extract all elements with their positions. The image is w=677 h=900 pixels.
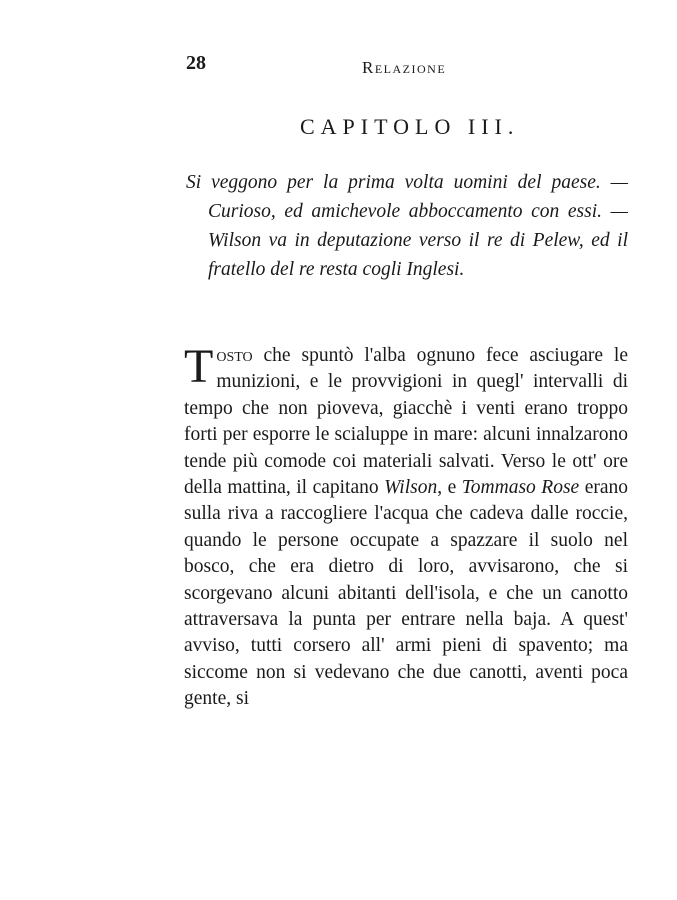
body-paragraph [184,340,629,713]
running-head: Relazione [362,58,447,77]
chapter-title: CAPITOLO III. [300,114,520,139]
name-wilson: Wilson [384,477,438,499]
body-text-part2: , e [437,477,462,499]
drop-cap: T [184,340,214,393]
page-number: 28 [186,52,206,74]
chapter-summary: Si veggono per la prima volta uomini del paese. — Curioso, ed amichevole abboccamento con essi. — Wilson va in deputazione verso il re di Pelew, ed il fratello del re resta cogli Inglesi. [186,172,628,280]
body-text-part1: che spuntò l'alba ognuno fece asciugare le munizioni, e le provvigioni in quegl' intervalli di tempo che non pioveva, giacchè i venti erano troppo forti per esporre le scialuppe in mare: alcuni innalzarono tende più comode coi materiali salvati. Verso le ott' ore della mattina, il capitano [184,345,628,499]
name-tommaso-rose: Tommaso Rose [461,477,580,499]
opening-small-caps: osto [216,345,253,366]
body-text-part3: erano sulla riva a raccogliere l'acqua che cadeva dalle roccie, quando le persone occupate a spazzare il suolo nel bosco, che era dietro di loro, avvisarono, che si scorgevano alcuni abitanti dell'isola, e che un canotto attraversava la punta per entrare nella baja. A quest' avviso, tutti corsero all' armi pieni di spavento; ma siccome non si vedevano che due canotti, aventi poca gente, si [184,477,629,710]
